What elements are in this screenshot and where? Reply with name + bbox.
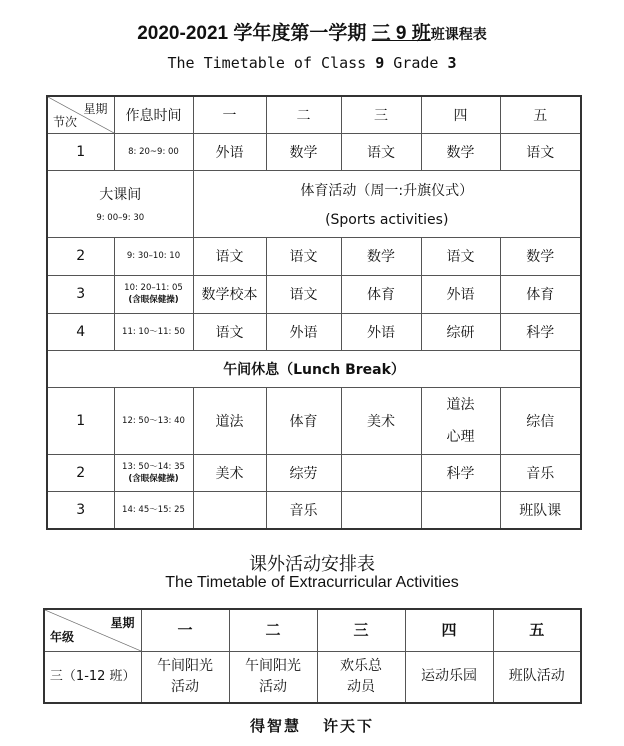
subject-cell: 音乐 [266, 491, 341, 529]
class-label: 三 9 班 [371, 23, 431, 44]
extra-activity-cell [141, 651, 229, 703]
extra-day-header: 四 [405, 609, 493, 651]
subject-cell: 科学 [500, 313, 581, 350]
motto-right: 许天下 [323, 717, 375, 735]
extra-activity-line: 午间阳光 [245, 657, 301, 674]
title-prefix: 2020-2021 学年度第一学期 [137, 23, 372, 44]
extra-corner-cell [44, 609, 141, 651]
big-break-time: 9: 00–9: 30 [96, 212, 145, 223]
extra-activity-cell [405, 651, 493, 703]
extra-activity-line: 班队活动 [508, 668, 565, 685]
extra-corner-weekday-label: 星期 [110, 616, 135, 630]
extra-day-header: 三 [317, 609, 405, 651]
subject-cell: 语文 [266, 275, 341, 313]
extra-activity-line: 运动乐园 [421, 668, 477, 685]
period-row [47, 275, 581, 313]
class-timetable [46, 95, 582, 530]
extra-activity-cell [229, 651, 317, 703]
subject-cell [421, 491, 500, 529]
subject-cell: 体育 [266, 387, 341, 454]
subject-cell: 科学 [421, 454, 500, 491]
page-title [0, 18, 624, 45]
subject-cell [341, 454, 421, 491]
subject-cell: 数学 [266, 133, 341, 170]
subject-cell: 语文 [341, 133, 421, 170]
subject-cell: 外语 [341, 313, 421, 350]
period-time [114, 133, 193, 170]
corner-weekday-label: 星期 [83, 102, 108, 116]
period-time-note: (含眼保健操) [128, 295, 179, 305]
subject-cell: 数学 [341, 237, 421, 275]
extra-activity-row [44, 651, 581, 703]
period-time-note: (含眼保健操) [128, 473, 179, 484]
extra-grade-cell: 三（1-12 班） [44, 651, 141, 703]
corner-period-label: 节次 [53, 114, 78, 129]
subject-cell: 外语 [193, 133, 266, 170]
period-row [47, 454, 581, 491]
period-row [47, 387, 581, 454]
period-time [114, 491, 193, 529]
big-break-activity: 体育活动（周一:升旗仪式） [300, 182, 474, 199]
lunch-break-row: 午间休息（Lunch Break） [47, 350, 581, 387]
subject-cell: 外语 [421, 275, 500, 313]
afternoon-rows [47, 387, 581, 529]
subtitle-prefix: The Timetable of Class [167, 54, 376, 72]
title-suffix: 班课程表 [430, 27, 487, 43]
subject-line: 心理 [446, 428, 475, 445]
period-time [114, 313, 193, 350]
period-time-text: 8: 20~9: 00 [128, 146, 179, 157]
subject-cell [421, 387, 500, 454]
subject-cell: 数学 [421, 133, 500, 170]
period-number: 4 [47, 313, 114, 350]
subject-cell: 语文 [500, 133, 581, 170]
period-row [47, 491, 581, 529]
subject-cell: 体育 [500, 275, 581, 313]
subject-cell: 道法 [193, 387, 266, 454]
subtitle-mid: Grade [384, 54, 448, 72]
subject-line: 道法 [446, 396, 475, 413]
extra-corner-grade-label: 年级 [50, 629, 75, 644]
period-number: 1 [47, 133, 114, 170]
subject-cell: 综研 [421, 313, 500, 350]
period-time [114, 454, 193, 491]
subject-cell: 语文 [266, 237, 341, 275]
period-time [114, 387, 193, 454]
extra-activity-line: 午间阳光 [157, 657, 213, 674]
big-break-label: 大课间 [99, 186, 142, 203]
day-header: 一 [193, 96, 266, 133]
period-row [47, 237, 581, 275]
period-time-text: 9: 30–10: 10 [126, 251, 181, 261]
period-time-text: 13: 50～14: 35 [122, 461, 185, 472]
time-header: 作息时间 [114, 96, 193, 133]
period-number: 2 [47, 454, 114, 491]
big-break-activity-cell [193, 170, 581, 237]
motto-left: 得智慧 [249, 717, 301, 735]
period-time-text: 14: 45～15: 25 [122, 504, 185, 515]
subject-cell: 数学 [500, 237, 581, 275]
late-morning-rows [47, 237, 581, 350]
period-number: 2 [47, 237, 114, 275]
subject-cell: 综信 [500, 387, 581, 454]
extra-activity-line: 活动 [171, 678, 199, 695]
extra-activity-line: 动员 [347, 678, 375, 695]
subject-cell: 语文 [193, 237, 266, 275]
period-number: 3 [47, 275, 114, 313]
morning-rows [47, 133, 581, 170]
extracurricular-table [43, 608, 582, 704]
extra-day-header: 五 [493, 609, 581, 651]
extra-day-header: 二 [229, 609, 317, 651]
class-number: 9 [375, 54, 385, 72]
period-time [114, 275, 193, 313]
subject-cell: 语文 [193, 313, 266, 350]
extra-activity-line: 活动 [259, 678, 287, 695]
subject-cell: 数学校本 [193, 275, 266, 313]
extra-activity-cell [493, 651, 581, 703]
extra-day-header: 一 [141, 609, 229, 651]
timetable-corner-cell [47, 96, 114, 133]
day-header: 四 [421, 96, 500, 133]
grade-number: 3 [447, 54, 457, 72]
period-time-text: 12: 50～13: 40 [122, 415, 185, 426]
period-time-text: 11: 10～11: 50 [122, 326, 185, 337]
extracurricular-subtitle: The Timetable of Extracurricular Activities [165, 574, 459, 591]
page-subtitle [0, 54, 624, 72]
day-header: 二 [266, 96, 341, 133]
day-header: 三 [341, 96, 421, 133]
subject-cell: 音乐 [500, 454, 581, 491]
subject-cell: 综劳 [266, 454, 341, 491]
subject-cell: 外语 [266, 313, 341, 350]
subject-cell [341, 491, 421, 529]
extracurricular-title: 课外活动安排表 [249, 554, 375, 575]
period-time-text: 10: 20–11: 05 [124, 283, 183, 293]
period-time [114, 237, 193, 275]
subject-cell: 美术 [341, 387, 421, 454]
period-row [47, 313, 581, 350]
footer-motto [0, 715, 624, 736]
big-break-activity-en: (Sports activities) [325, 211, 449, 228]
big-break-cell [47, 170, 193, 237]
subject-cell: 班队课 [500, 491, 581, 529]
subject-cell: 语文 [421, 237, 500, 275]
period-number: 3 [47, 491, 114, 529]
extra-activity-cell [317, 651, 405, 703]
day-header: 五 [500, 96, 581, 133]
period-number: 1 [47, 387, 114, 454]
period-row [47, 133, 581, 170]
extra-activity-line: 欢乐总 [340, 657, 382, 674]
subject-cell [193, 491, 266, 529]
subject-cell: 美术 [193, 454, 266, 491]
subject-cell: 体育 [341, 275, 421, 313]
